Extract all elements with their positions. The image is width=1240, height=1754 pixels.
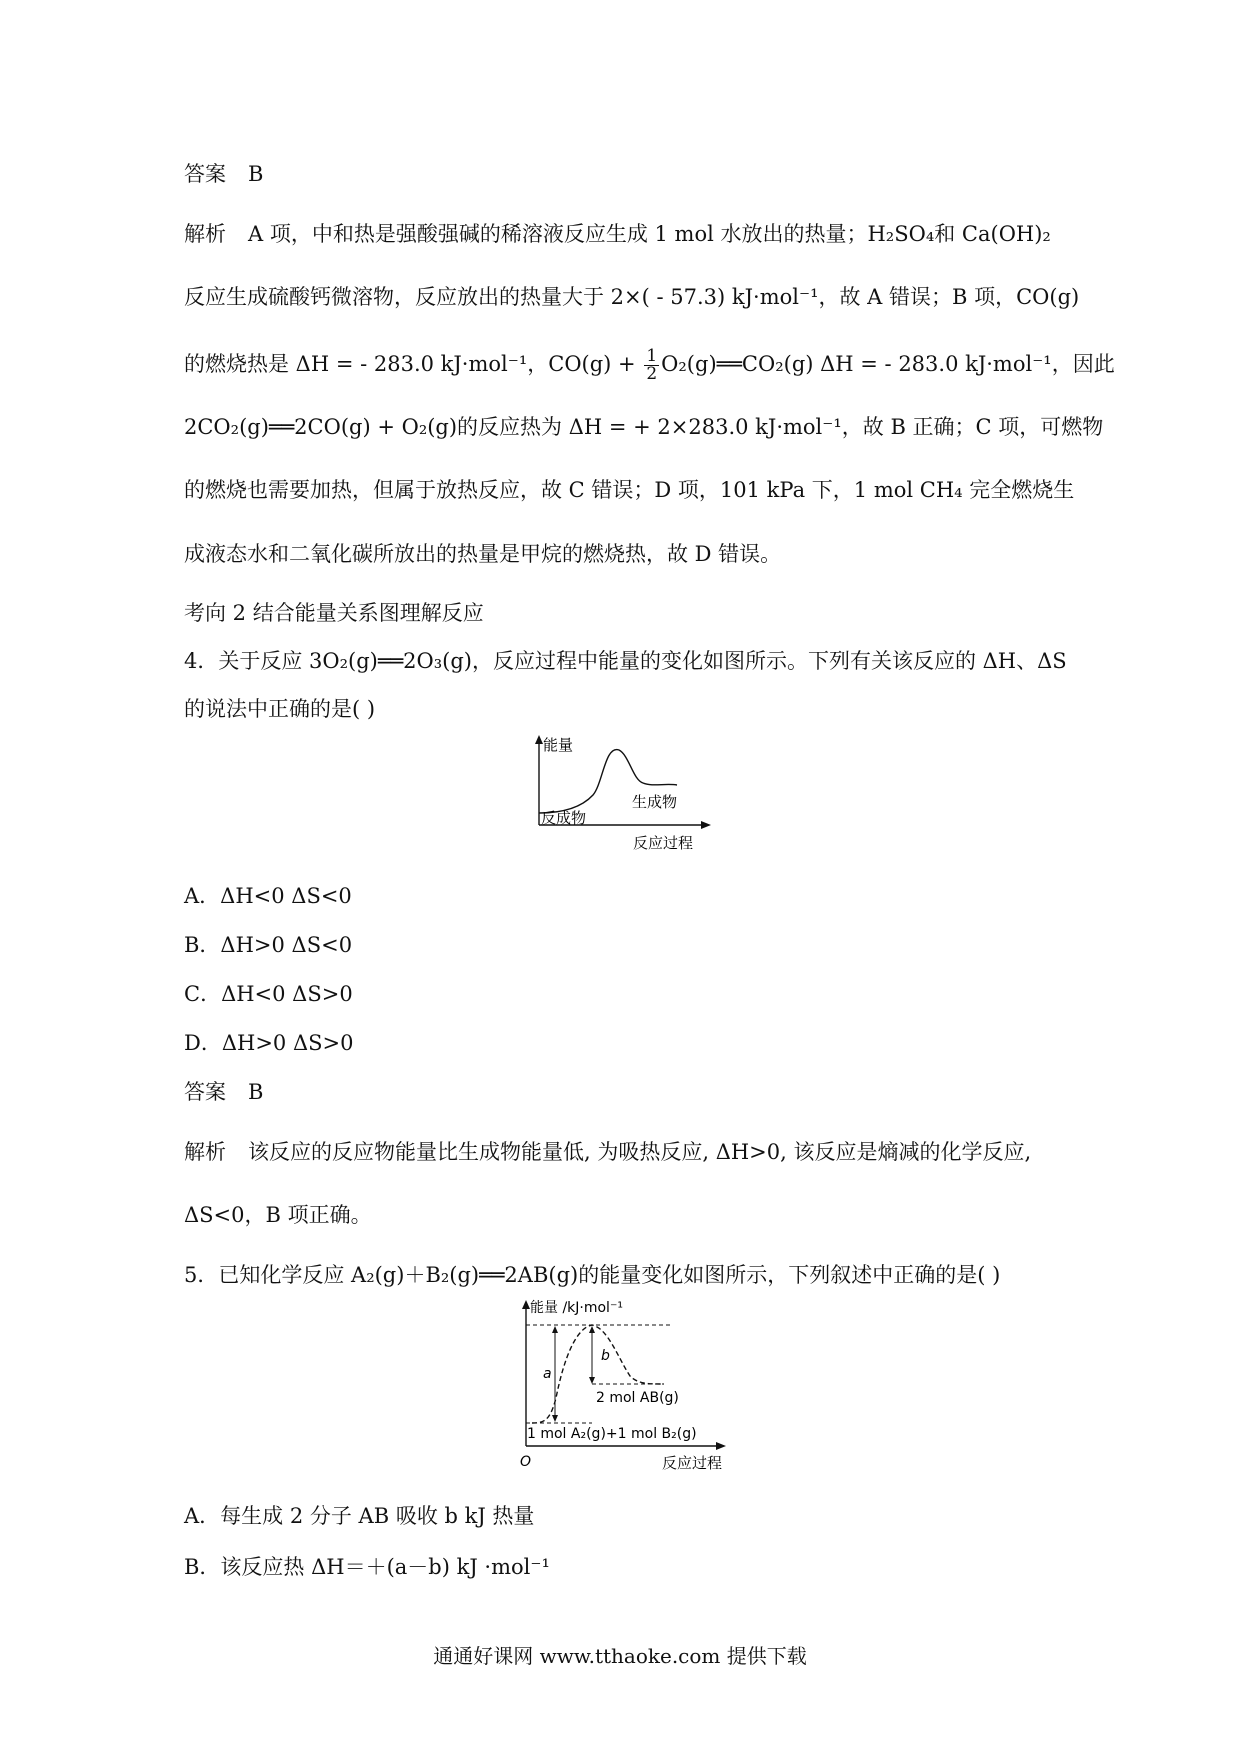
q3-analysis-line-3 xyxy=(184,348,1115,383)
q5-product-label: 2 mol AB(g) xyxy=(596,1390,679,1406)
q3-analysis-line-4: 2CO₂(g)══2CO(g) + O₂(g)的反应热为 ΔH = + 2×283.0 kJ·mol⁻¹，故 B 正确；C 项，可燃物 xyxy=(184,415,1104,439)
q4-option-b: B．ΔH>0 ΔS<0 xyxy=(184,933,353,957)
analysis-label: 解析 xyxy=(184,1140,226,1164)
q5-option-b: B．该反应热 ΔH＝＋(a－b) kJ ·mol⁻¹ xyxy=(184,1555,550,1579)
one-half-fraction xyxy=(644,348,659,383)
q4-product-label: 生成物 xyxy=(632,793,678,811)
line3-post: O₂(g)══CO₂(g) ΔH = - 283.0 kJ·mol⁻¹，因此 xyxy=(661,352,1115,376)
q4-x-axis-label: 反应过程 xyxy=(633,834,694,852)
q3-analysis-line-5: 的燃烧也需要加热，但属于放热反应，故 C 错误；D 项，101 kPa 下，1 mol CH₄ 完全燃烧生 xyxy=(184,478,1075,502)
q4-option-d: D．ΔH>0 ΔS>0 xyxy=(184,1031,354,1055)
q5-a-label: a xyxy=(543,1366,552,1382)
q4-energy-diagram xyxy=(525,735,715,865)
answer-label: 答案 xyxy=(184,162,226,186)
analysis-text: 该反应的反应物能量比生成物能量低, 为吸热反应, ΔH>0, 该反应是熵减的化学反应, xyxy=(248,1140,1032,1164)
answer-value: B xyxy=(248,162,264,186)
q4-answer-line xyxy=(184,1078,263,1106)
fraction-numerator: 1 xyxy=(646,346,658,366)
answer-value: B xyxy=(248,1080,264,1104)
q5-energy-diagram xyxy=(510,1298,740,1486)
q4-analysis-line-2: ΔS<0，B 项正确。 xyxy=(184,1203,372,1227)
q3-analysis-line-1 xyxy=(184,220,1051,248)
q4-stem-line-1: 4．关于反应 3O₂(g)══2O₃(g)，反应过程中能量的变化如图所示。下列有关该反应的 ΔH、ΔS xyxy=(184,649,1067,673)
q5-stem: 5．已知化学反应 A₂(g)＋B₂(g)══2AB(g)的能量变化如图所示，下列叙述中正确的是( ) xyxy=(184,1263,1001,1287)
q3-answer-line xyxy=(184,160,263,188)
analysis-text: A 项，中和热是强酸强碱的稀溶液反应生成 1 mol 水放出的热量；H₂SO₄和 Ca(OH)₂ xyxy=(248,222,1051,246)
answer-label: 答案 xyxy=(184,1080,226,1104)
analysis-label: 解析 xyxy=(184,222,226,246)
q5-x-axis-label: 反应过程 xyxy=(662,1454,723,1472)
section-heading: 考向 2 结合能量关系图理解反应 xyxy=(184,601,484,625)
q4-option-c: C．ΔH<0 ΔS>0 xyxy=(184,982,353,1006)
q4-analysis-line-1 xyxy=(184,1138,1031,1166)
q4-option-a: A．ΔH<0 ΔS<0 xyxy=(184,884,352,908)
q5-option-a: A．每生成 2 分子 AB 吸收 b kJ 热量 xyxy=(184,1504,535,1528)
q3-analysis-line-2: 反应生成硫酸钙微溶物，反应放出的热量大于 2×( - 57.3) kJ·mol⁻¹，故 A 错误；B 项，CO(g) xyxy=(184,285,1080,309)
q3-analysis-line-6: 成液态水和二氧化碳所放出的热量是甲烷的燃烧热，故 D 错误。 xyxy=(184,542,782,566)
line3-pre: 的燃烧热是 ΔH = - 283.0 kJ·mol⁻¹，CO(g) + xyxy=(184,352,636,376)
q5-reactant-label: 1 mol A₂(g)+1 mol B₂(g) xyxy=(527,1426,697,1442)
q4-stem-line-2: 的说法中正确的是( ) xyxy=(184,697,376,721)
q5-y-axis-label: 能量 /kJ·mol⁻¹ xyxy=(530,1300,623,1316)
fraction-denominator: 2 xyxy=(646,364,658,384)
q5-origin-label: O xyxy=(520,1454,532,1470)
q4-y-axis-label: 能量 xyxy=(543,736,574,754)
q4-reactant-label: 反成物 xyxy=(541,809,587,827)
q5-b-label: b xyxy=(601,1348,610,1364)
page-footer: 通通好课网 www.tthaoke.com 提供下载 xyxy=(433,1644,807,1668)
